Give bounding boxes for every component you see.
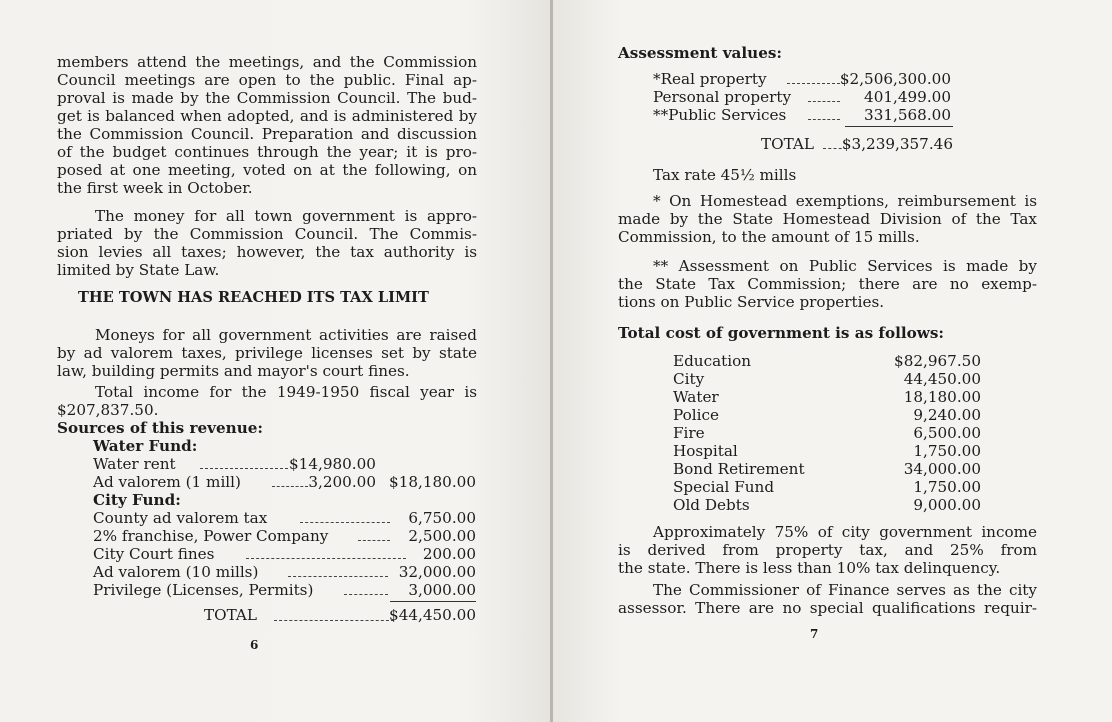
body-line: Moneys for all government activities are raised [95,326,477,344]
city-fund-item-amount: 200.00 [422,545,476,563]
cost-item-label: Education [673,352,752,370]
cost-item-amount: 1,750.00 [913,478,981,496]
cost-item-amount: $82,967.50 [894,352,981,370]
water-rent-amount: $14,980.00 [289,455,376,473]
water-fund-total: $18,180.00 [389,473,476,491]
city-fund-item-label: City Court fines [93,545,215,563]
footnote-line: Commission, to the amount of 15 mills. [618,228,920,246]
body-line: The Commissioner of Finance serves as the city [653,581,1037,599]
sum-rule [845,126,953,127]
city-fund-item-label: Privilege (Licenses, Permits) [93,581,314,599]
body-line: sion levies all taxes; however, the tax authority is [57,243,477,261]
cost-item-label: City [673,370,705,388]
body-line: get is balanced when adopted, and is administered by [57,107,477,125]
assessment-item-amount: $2,506,300.00 [839,70,951,88]
cost-item-amount: 6,500.00 [913,424,981,442]
leader-dots [344,594,388,595]
city-fund-item-label: 2% franchise, Power Company [93,527,329,545]
leader-dots [300,522,390,523]
footnote-line: tions on Public Service properties. [618,293,885,311]
body-line: Approximately 75% of city government income [653,523,1037,541]
page-number: 7 [810,627,819,641]
cost-item-amount: 18,180.00 [903,388,981,406]
assessment-item-label: *Real property [653,70,767,88]
assessment-item-amount: 331,568.00 [864,106,951,124]
ad-valorem-1-amount: 3,200.00 [308,473,376,491]
assessment-item-label: Personal property [653,88,792,106]
city-fund-item-label: County ad valorem tax [93,509,268,527]
body-line: Total income for the 1949-1950 fiscal year is [95,383,477,401]
city-fund-item-amount: 32,000.00 [398,563,476,581]
city-fund-total: $44,450.00 [389,606,476,624]
city-fund-heading: City Fund: [93,491,181,509]
cost-item-amount: 9,240.00 [913,406,981,424]
water-rent-label: Water rent [93,455,176,473]
left-page [0,0,550,722]
cost-item-amount: 34,000.00 [903,460,981,478]
page-number: 6 [250,638,259,652]
body-line: members attend the meetings, and the Commission [57,53,477,71]
cost-item-label: Special Fund [673,478,775,496]
body-line: the Commission Council. Preparation and discussion [57,125,477,143]
sum-rule [390,601,476,602]
body-line: the first week in October. [57,179,253,197]
body-line: Council meetings are open to the public. Final ap- [57,71,477,89]
cost-item-amount: 9,000.00 [913,496,981,514]
assessment-total: $3,239,357.46 [841,135,953,153]
cost-item-amount: 1,750.00 [913,442,981,460]
city-fund-item-amount: 6,750.00 [408,509,476,527]
body-line: is derived from property tax, and 25% from [618,541,1037,559]
leader-dots [200,468,288,469]
cost-item-label: Police [673,406,719,424]
water-fund-heading: Water Fund: [93,437,198,455]
assessment-item-label: **Public Services [653,106,787,124]
leader-dots [246,558,406,559]
cost-item-label: Old Debts [673,496,750,514]
body-line: of the budget continues through the year; it is pro- [57,143,477,161]
cost-heading: Total cost of government is as follows: [618,324,944,342]
city-fund-total-label: TOTAL [204,606,257,624]
sources-heading: Sources of this revenue: [57,419,264,437]
cost-item-label: Bond Retirement [673,460,805,478]
footnote-line: * On Homestead exemptions, reimbursement is [653,192,1037,210]
leader-dots [274,620,394,621]
body-line: law, building permits and mayor's court fines. [57,362,410,380]
body-line: The money for all town government is appro- [95,207,477,225]
tax-rate: Tax rate 45½ mills [653,166,797,184]
body-line: assessor. There are no special qualifications requir- [618,599,1037,617]
section-heading: THE TOWN HAS REACHED ITS TAX LIMIT [78,289,429,306]
cost-item-amount: 44,450.00 [903,370,981,388]
assessment-total-label: TOTAL [761,135,814,153]
footnote-line: made by the State Homestead Division of the Tax [618,210,1037,228]
body-line: the state. There is less than 10% tax delinquency. [618,559,1001,577]
assessment-heading: Assessment values: [618,44,783,62]
city-fund-item-amount: 2,500.00 [408,527,476,545]
body-line: priated by the Commission Council. The Commis- [57,225,477,243]
body-line: by ad valorem taxes, privilege licenses set by state [57,344,477,362]
body-line: proval is made by the Commission Council. The bud- [57,89,477,107]
body-line: posed at one meeting, voted on at the following, on [57,161,477,179]
ad-valorem-1-label: Ad valorem (1 mill) [93,473,241,491]
cost-item-label: Water [673,388,719,406]
city-fund-item-label: Ad valorem (10 mills) [93,563,259,581]
right-page [553,0,1112,722]
leader-dots [288,576,388,577]
body-line: limited by State Law. [57,261,220,279]
cost-item-label: Fire [673,424,705,442]
city-fund-item-amount: 3,000.00 [408,581,476,599]
assessment-item-amount: 401,499.00 [864,88,951,106]
footnote-line: ** Assessment on Public Services is made by [653,257,1037,275]
footnote-line: the State Tax Commission; there are no exemp- [618,275,1037,293]
body-line: $207,837.50. [57,401,159,419]
cost-item-label: Hospital [673,442,738,460]
